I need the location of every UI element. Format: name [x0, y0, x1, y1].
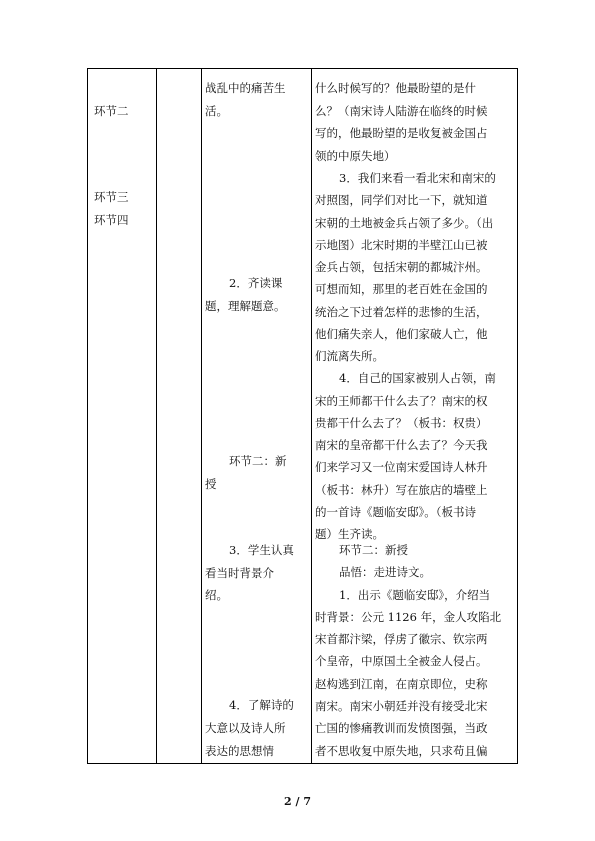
stage-label: 环节四 [94, 213, 129, 227]
teaching-line: （板书：林升）写在旅店的墙壁上 [315, 483, 488, 497]
teaching-line: 领的中原失地） [315, 149, 396, 163]
activity-line: 表达的思想情 [205, 744, 274, 758]
teaching-line: 写的，他最盼望的是收复被金国占 [315, 126, 488, 140]
teaching-line: 示地图）北宋时期的半壁江山已被 [315, 238, 488, 252]
teaching-line: 者不思收复中原失地，只求苟且偏 [315, 744, 488, 758]
stage-label: 环节二 [94, 104, 129, 118]
teaching-line: 宋首都汴梁，俘虏了徽宗、钦宗两 [315, 632, 488, 646]
teaching-line: 亡国的惨痛教训而发愤图强，当政 [315, 721, 488, 735]
stage-label: 环节三 [94, 190, 129, 204]
teaching-line: 宋朝的土地被金兵占领了多少。（出 [315, 216, 494, 230]
activity-line: 活。 [205, 104, 228, 118]
activity-line: 2．齐读课 [229, 276, 283, 290]
teaching-line: 时背景：公元 1126 年，金人攻陷北 [315, 610, 502, 624]
stage-column [88, 69, 156, 763]
lesson-plan-table [87, 68, 518, 764]
teaching-line: 金兵占领，包括宋朝的都城汴州。 [315, 260, 488, 274]
teaching-line: 4．自己的国家被别人占领，南 [339, 371, 496, 385]
teaching-line: 南宋。南宋小朝廷并没有接受北宋 [315, 699, 488, 713]
teaching-line: 们流离失所。 [315, 349, 384, 363]
student-activity-column [202, 69, 311, 763]
empty-column [157, 69, 201, 763]
activity-line: 4．了解诗的 [229, 698, 294, 712]
teaching-line: 题）生齐读。 [315, 527, 384, 541]
teaching-line: 统治之下过着怎样的悲惨的生活， [315, 305, 488, 319]
page-number: 2 / 7 [284, 795, 311, 808]
activity-line: 绍。 [205, 588, 228, 602]
teaching-line: 他们痛失亲人，他们家破人亡，他 [315, 327, 488, 341]
teaching-line: 可想而知，那里的老百姓在金国的 [315, 282, 488, 296]
teaching-line: 赵构逃到江南，在南京即位，史称 [315, 677, 488, 691]
activity-line: 题，理解题意。 [205, 299, 286, 313]
activity-line: 授 [205, 477, 217, 491]
teaching-line: 的一首诗《题临安邸》。（板书诗 [315, 505, 476, 519]
teacher-activity-column [312, 69, 518, 763]
teaching-line: 贵都干什么去了？（板书：权贵） [315, 416, 488, 430]
activity-line: 3．学生认真 [229, 543, 294, 557]
teaching-line: 个皇帝，中原国土全被金人侵占。 [315, 654, 488, 668]
teaching-line: 们来学习又一位南宋爱国诗人林升 [315, 460, 488, 474]
teaching-line: 环节二：新授 [339, 543, 408, 557]
teaching-line: 3．我们来看一看北宋和南宋的 [339, 171, 496, 185]
teaching-line: 什么时候写的？他最盼望的是什 [315, 81, 476, 95]
teaching-line: 宋的王师都干什么去了？南宋的权 [315, 394, 488, 408]
activity-line: 看当时背景介 [205, 566, 274, 580]
teaching-line: 对照图，同学们对比一下，就知道 [315, 193, 488, 207]
teaching-line: 1．出示《题临安邸》，介绍当 [339, 588, 491, 602]
teaching-line: 么？（南宋诗人陆游在临终的时候 [315, 104, 488, 118]
teaching-line: 南宋的皇帝都干什么去了？今天我 [315, 438, 488, 452]
activity-line: 大意以及诗人所 [205, 721, 286, 735]
teaching-line: 品悟：走进诗文。 [339, 565, 431, 579]
activity-line: 战乱中的痛苦生 [205, 81, 286, 95]
activity-line: 环节二：新 [229, 454, 287, 468]
